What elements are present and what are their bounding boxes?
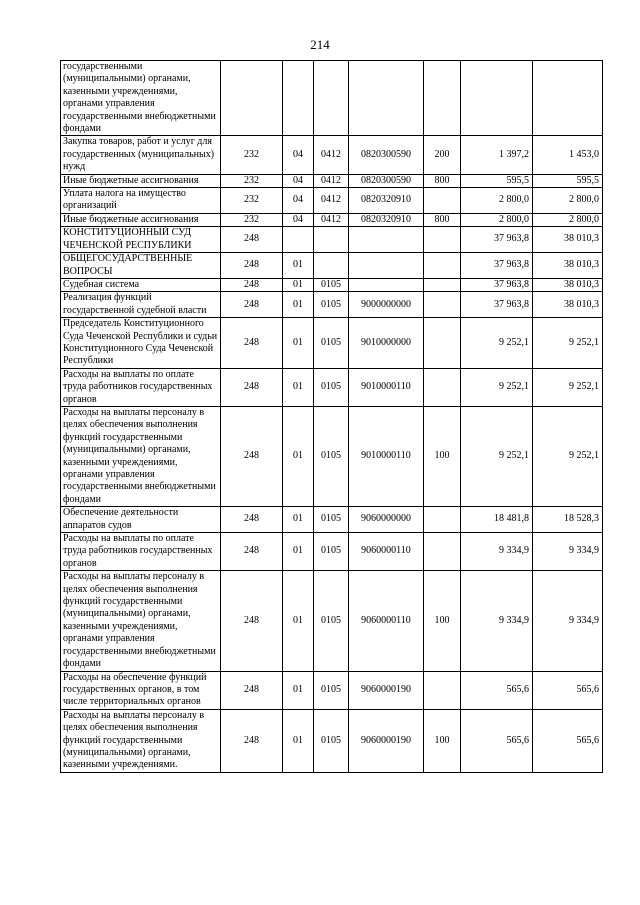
row-subsection-cell: 0105 <box>314 292 349 318</box>
row-sum-year1-cell <box>461 61 533 136</box>
row-section-cell: 01 <box>283 278 314 291</box>
row-ministry-code-cell: 248 <box>221 292 283 318</box>
row-target-article-cell: 0820320910 <box>349 188 424 214</box>
row-subsection-cell: 0105 <box>314 278 349 291</box>
table-row <box>61 671 603 709</box>
row-sum-year2-cell: 38 010,3 <box>533 278 603 291</box>
row-sum-year2-cell: 9 334,9 <box>533 533 603 571</box>
row-ministry-code-cell: 248 <box>221 227 283 253</box>
row-name-cell: Иные бюджетные ассигнования <box>61 213 221 226</box>
row-name-cell: Судебная система <box>61 278 221 291</box>
row-target-article-cell <box>349 253 424 279</box>
row-sum-year1-cell: 595,5 <box>461 174 533 187</box>
row-section-cell: 01 <box>283 533 314 571</box>
row-expense-type-cell: 100 <box>424 709 461 772</box>
table-row <box>61 709 603 772</box>
row-ministry-code-cell: 248 <box>221 278 283 291</box>
row-subsection-cell: 0105 <box>314 709 349 772</box>
row-sum-year1-cell: 18 481,8 <box>461 507 533 533</box>
row-target-article-cell <box>349 278 424 291</box>
row-sum-year2-cell: 565,6 <box>533 709 603 772</box>
row-ministry-code-cell: 232 <box>221 136 283 174</box>
row-name-cell: Расходы на выплаты по оплате труда работников государственных органов <box>61 533 221 571</box>
row-ministry-code-cell: 248 <box>221 507 283 533</box>
row-sum-year1-cell: 37 963,8 <box>461 278 533 291</box>
row-name-cell: ОБЩЕГОСУДАРСТВЕННЫЕ ВОПРОСЫ <box>61 253 221 279</box>
budget-table-body <box>61 61 603 773</box>
row-subsection-cell <box>314 253 349 279</box>
row-sum-year2-cell: 9 252,1 <box>533 368 603 406</box>
row-sum-year1-cell: 9 252,1 <box>461 368 533 406</box>
row-subsection-cell: 0412 <box>314 136 349 174</box>
row-ministry-code-cell: 248 <box>221 368 283 406</box>
row-name-cell: государственными (муниципальными) органами, казенными учреждениями, органами управления государственными внебюджетными фондами <box>61 61 221 136</box>
row-subsection-cell: 0105 <box>314 318 349 369</box>
row-section-cell: 01 <box>283 671 314 709</box>
row-ministry-code-cell: 248 <box>221 571 283 671</box>
row-sum-year2-cell: 9 334,9 <box>533 571 603 671</box>
row-expense-type-cell: 800 <box>424 174 461 187</box>
row-subsection-cell: 0412 <box>314 174 349 187</box>
row-section-cell <box>283 227 314 253</box>
row-sum-year2-cell: 2 800,0 <box>533 188 603 214</box>
row-subsection-cell: 0412 <box>314 188 349 214</box>
table-row <box>61 368 603 406</box>
row-target-article-cell: 9060000000 <box>349 507 424 533</box>
row-name-cell: КОНСТИТУЦИОННЫЙ СУД ЧЕЧЕНСКОЙ РЕСПУБЛИКИ <box>61 227 221 253</box>
row-ministry-code-cell: 248 <box>221 406 283 506</box>
row-name-cell: Обеспечение деятельности аппаратов судов <box>61 507 221 533</box>
row-subsection-cell <box>314 61 349 136</box>
row-ministry-code-cell: 248 <box>221 318 283 369</box>
row-ministry-code-cell: 248 <box>221 253 283 279</box>
table-row <box>61 507 603 533</box>
row-subsection-cell: 0105 <box>314 507 349 533</box>
row-sum-year1-cell: 9 334,9 <box>461 533 533 571</box>
row-expense-type-cell <box>424 292 461 318</box>
row-target-article-cell: 9060000190 <box>349 671 424 709</box>
row-target-article-cell: 9010000000 <box>349 318 424 369</box>
row-target-article-cell: 9060000190 <box>349 709 424 772</box>
row-expense-type-cell <box>424 507 461 533</box>
row-section-cell: 04 <box>283 213 314 226</box>
row-name-cell: Уплата налога на имущество организаций <box>61 188 221 214</box>
row-section-cell: 01 <box>283 292 314 318</box>
row-subsection-cell: 0105 <box>314 671 349 709</box>
row-expense-type-cell: 100 <box>424 406 461 506</box>
row-expense-type-cell <box>424 253 461 279</box>
row-name-cell: Расходы на выплаты персоналу в целях обеспечения выполнения функций государственными (муниципальными) органами, казенными учреждениями, органами управления государственными внебюджетными фондами <box>61 406 221 506</box>
table-row <box>61 571 603 671</box>
table-row <box>61 318 603 369</box>
table-row <box>61 227 603 253</box>
row-ministry-code-cell: 248 <box>221 533 283 571</box>
row-expense-type-cell <box>424 278 461 291</box>
row-sum-year1-cell: 565,6 <box>461 671 533 709</box>
table-row <box>61 278 603 291</box>
row-sum-year2-cell: 9 252,1 <box>533 406 603 506</box>
row-sum-year1-cell: 37 963,8 <box>461 253 533 279</box>
row-target-article-cell: 9060000110 <box>349 571 424 671</box>
table-row <box>61 188 603 214</box>
row-section-cell: 01 <box>283 253 314 279</box>
row-expense-type-cell <box>424 61 461 136</box>
row-sum-year2-cell: 38 010,3 <box>533 253 603 279</box>
table-row <box>61 61 603 136</box>
table-row <box>61 292 603 318</box>
row-sum-year1-cell: 2 800,0 <box>461 213 533 226</box>
budget-table <box>60 60 603 773</box>
row-ministry-code-cell: 232 <box>221 213 283 226</box>
page-number: 214 <box>310 37 330 52</box>
row-name-cell: Расходы на выплаты персоналу в целях обеспечения выполнения функций государственными (муниципальными) органами, казенными учреждениями. <box>61 709 221 772</box>
row-section-cell: 01 <box>283 318 314 369</box>
row-expense-type-cell <box>424 533 461 571</box>
row-sum-year2-cell: 2 800,0 <box>533 213 603 226</box>
row-name-cell: Иные бюджетные ассигнования <box>61 174 221 187</box>
row-sum-year2-cell: 595,5 <box>533 174 603 187</box>
row-subsection-cell: 0105 <box>314 571 349 671</box>
row-expense-type-cell <box>424 368 461 406</box>
row-target-article-cell: 0820300590 <box>349 136 424 174</box>
row-section-cell: 01 <box>283 368 314 406</box>
row-target-article-cell: 9010000110 <box>349 406 424 506</box>
row-ministry-code-cell: 248 <box>221 709 283 772</box>
row-sum-year1-cell: 9 334,9 <box>461 571 533 671</box>
row-expense-type-cell <box>424 671 461 709</box>
row-expense-type-cell: 800 <box>424 213 461 226</box>
table-row <box>61 253 603 279</box>
row-expense-type-cell: 100 <box>424 571 461 671</box>
row-subsection-cell <box>314 227 349 253</box>
row-target-article-cell: 0820300590 <box>349 174 424 187</box>
row-section-cell: 01 <box>283 406 314 506</box>
row-section-cell: 01 <box>283 709 314 772</box>
row-target-article-cell: 9000000000 <box>349 292 424 318</box>
row-sum-year2-cell: 9 252,1 <box>533 318 603 369</box>
row-subsection-cell: 0105 <box>314 368 349 406</box>
row-expense-type-cell: 200 <box>424 136 461 174</box>
table-row <box>61 406 603 506</box>
row-sum-year2-cell: 38 010,3 <box>533 292 603 318</box>
row-ministry-code-cell: 248 <box>221 671 283 709</box>
row-sum-year1-cell: 565,6 <box>461 709 533 772</box>
row-sum-year1-cell: 2 800,0 <box>461 188 533 214</box>
row-target-article-cell: 0820320910 <box>349 213 424 226</box>
row-section-cell <box>283 61 314 136</box>
row-name-cell: Расходы на выплаты по оплате труда работников государственных органов <box>61 368 221 406</box>
row-target-article-cell <box>349 61 424 136</box>
row-subsection-cell: 0105 <box>314 406 349 506</box>
row-expense-type-cell <box>424 318 461 369</box>
row-sum-year1-cell: 37 963,8 <box>461 227 533 253</box>
row-name-cell: Расходы на обеспечение функций государственных органов, в том числе территориальных органов <box>61 671 221 709</box>
row-sum-year2-cell: 38 010,3 <box>533 227 603 253</box>
table-row <box>61 136 603 174</box>
row-sum-year2-cell: 18 528,3 <box>533 507 603 533</box>
row-sum-year1-cell: 9 252,1 <box>461 318 533 369</box>
row-name-cell: Реализация функций государственной судебной власти <box>61 292 221 318</box>
row-name-cell: Председатель Конституционного Суда Чеченской Республики и судьи Конституционного Суда Чеченской Республики <box>61 318 221 369</box>
row-target-article-cell <box>349 227 424 253</box>
table-row <box>61 174 603 187</box>
row-subsection-cell: 0105 <box>314 533 349 571</box>
row-name-cell: Закупка товаров, работ и услуг для государственных (муниципальных) нужд <box>61 136 221 174</box>
row-sum-year1-cell: 1 397,2 <box>461 136 533 174</box>
table-row <box>61 533 603 571</box>
row-subsection-cell: 0412 <box>314 213 349 226</box>
row-expense-type-cell <box>424 188 461 214</box>
row-section-cell: 01 <box>283 571 314 671</box>
row-ministry-code-cell <box>221 61 283 136</box>
row-section-cell: 04 <box>283 188 314 214</box>
row-expense-type-cell <box>424 227 461 253</box>
row-section-cell: 01 <box>283 507 314 533</box>
row-ministry-code-cell: 232 <box>221 188 283 214</box>
row-sum-year2-cell: 1 453,0 <box>533 136 603 174</box>
row-section-cell: 04 <box>283 174 314 187</box>
row-target-article-cell: 9060000110 <box>349 533 424 571</box>
row-sum-year2-cell <box>533 61 603 136</box>
row-name-cell: Расходы на выплаты персоналу в целях обеспечения выполнения функций государственными (муниципальными) органами, казенными учреждениями, органами управления государственными внебюджетными фондами <box>61 571 221 671</box>
row-section-cell: 04 <box>283 136 314 174</box>
table-row <box>61 213 603 226</box>
row-sum-year1-cell: 37 963,8 <box>461 292 533 318</box>
row-sum-year1-cell: 9 252,1 <box>461 406 533 506</box>
row-sum-year2-cell: 565,6 <box>533 671 603 709</box>
row-ministry-code-cell: 232 <box>221 174 283 187</box>
row-target-article-cell: 9010000110 <box>349 368 424 406</box>
